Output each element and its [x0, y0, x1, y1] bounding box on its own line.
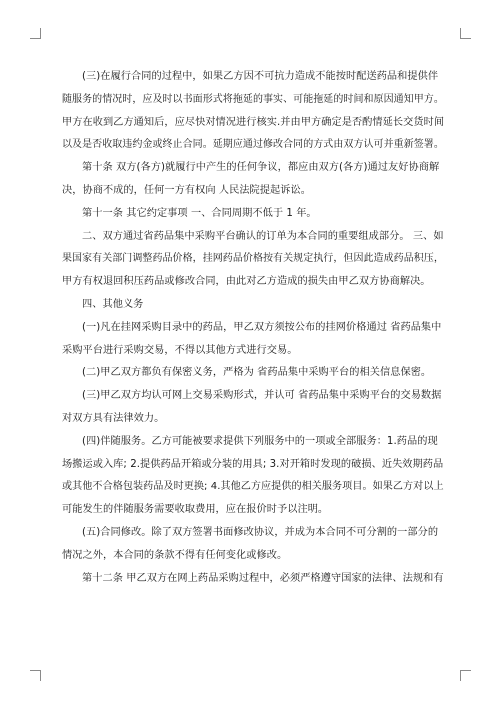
crop-mark-top-left — [30, 28, 41, 39]
text-line: 以及是否收取违约金或终止合同。延期应通过修改合同的方式由双方认可并重新签署。 — [62, 139, 444, 151]
text-line: (三)在履行合同的过程中，如果乙方因不可抗力造成不能按时配送药品和提供伴 — [82, 71, 439, 82]
crop-mark-top-right — [460, 28, 471, 39]
text-line: 场搬运或入库; 2.提供药品开箱或分装的用具; 3.对开箱时发现的破损、近失效期药品 — [62, 458, 444, 470]
text-line: 第十一条 其它约定事项 一、合同周期不低于 1 年。 — [82, 207, 317, 219]
text-line: 对双方具有法律效力。 — [62, 412, 165, 424]
text-line: (三)甲乙双方均认可网上交易采购形式，并认可 省药品集中采购平台的交易数据 — [82, 390, 442, 402]
text-line: 决，协商不成的，任何一方有权向 人民法院提起诉讼。 — [62, 184, 311, 196]
text-line: 果国家有关部门调整药品价格，挂网药品价格按有关规定执行，但因此造成药品积压， — [62, 253, 444, 265]
crop-mark-bottom-left — [30, 670, 41, 681]
text-line: (五)合同修改。除了双方签署书面修改协议，并成为本合同不可分割的一部分的 — [82, 526, 439, 538]
text-line: 四、其他义务 — [82, 298, 144, 310]
text-line: 采购平台进行采购交易，不得以其他方式进行交易。 — [62, 344, 298, 356]
text-line: 二、双方通过省药品集中采购平台确认的订单为本合同的重要组成部分。 三、如 — [82, 230, 444, 242]
text-line: 随服务的情况时，应及时以书面形式将拖延的事实、可能拖延的时间和原因通知甲方。 — [62, 93, 444, 105]
text-line: 甲方在收到乙方通知后，应尽快对情况进行核实.并由甲方确定是否酌情延长交货时间 — [62, 116, 445, 128]
text-line: 第十条 双方(各方)就履行中产生的任何争议，都应由双方(各方)通过友好协商解 — [82, 162, 440, 174]
text-line: (二)甲乙双方都负有保密义务，严格为 省药品集中采购平台的相关信息保密。 — [82, 367, 432, 379]
text-line: 可能发生的伴随服务需要收取费用，应在报价时予以注明。 — [62, 504, 329, 516]
text-line: 第十二条 甲乙双方在网上药品采购过程中，必须严格遵守国家的法律、法规和有 — [82, 572, 444, 584]
crop-mark-bottom-right — [460, 670, 471, 681]
text-line: (一)凡在挂网采购目录中的药品，甲乙双方须按公布的挂网价格通过 省药品集中 — [82, 321, 442, 333]
text-line: 情况之外，本合同的条款不得有任何变化或修改。 — [62, 549, 288, 561]
text-line: (四)伴随服务。乙方可能被要求提供下列服务中的一项或全部服务：1.药品的现 — [82, 435, 438, 447]
document-body — [62, 66, 444, 590]
text-line: 甲方有权退回积压药品或修改合同，由此对乙方造成的损失由甲乙双方协商解决。 — [62, 276, 431, 288]
text-line: 或其他不合格包装药品及时更换; 4.其他乙方应提供的相关服务项目。如果乙方对以上 — [62, 481, 444, 493]
